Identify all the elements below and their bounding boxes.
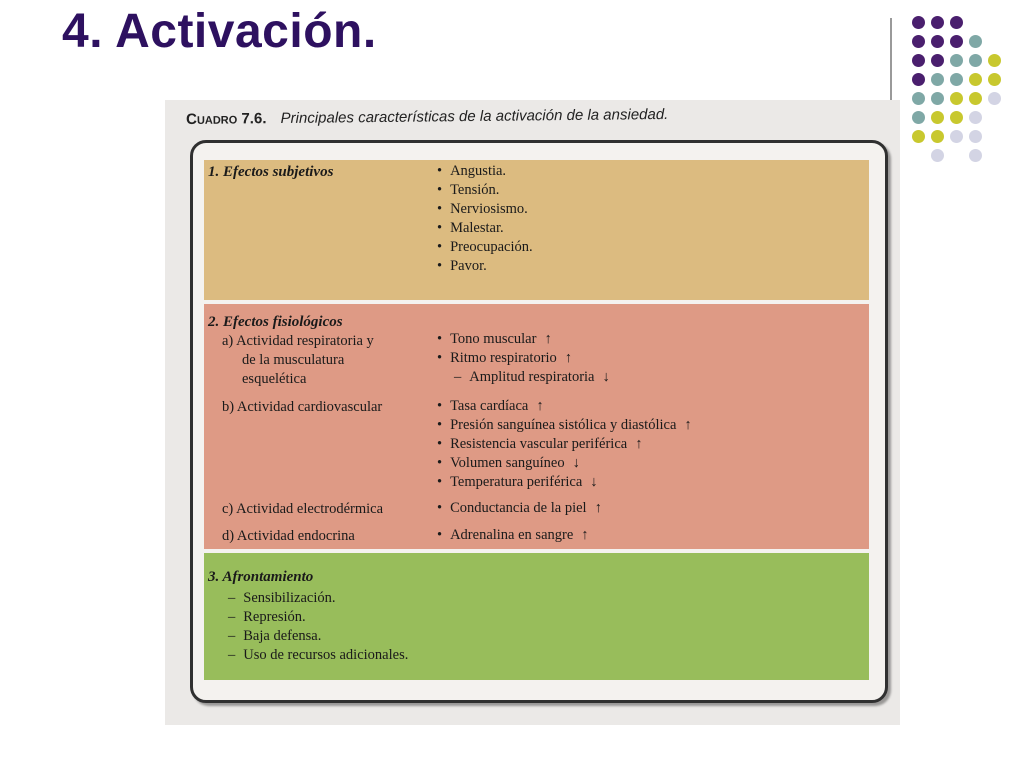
table-caption [186, 106, 668, 128]
item-text: Adrenalina en sangre [450, 527, 574, 543]
list-item [437, 500, 602, 517]
section-title: 3. Afrontamiento [208, 569, 314, 585]
decorative-dot [931, 92, 944, 105]
group-label: de la musculatura [242, 352, 345, 368]
decorative-dot [969, 92, 982, 105]
decorative-dot [931, 111, 944, 124]
group-label: a) Actividad respiratoria y [222, 333, 374, 349]
table-card [190, 140, 888, 703]
list-item [437, 417, 692, 434]
decorative-dot [912, 130, 925, 143]
decorative-dot [912, 16, 925, 29]
list-item: • Pavor. [437, 258, 487, 275]
list-item [454, 369, 610, 386]
section-title: 1. Efectos subjetivos [208, 164, 334, 180]
decorative-dot [950, 16, 963, 29]
arrow-up-icon: ↑ [635, 436, 643, 452]
list-item [437, 436, 642, 453]
arrow-down-icon: ↓ [602, 369, 610, 385]
caption-label: Cuadro 7.6. [186, 110, 267, 128]
decorative-dot [950, 54, 963, 67]
decorative-dot [931, 149, 944, 162]
decorative-divider [890, 18, 892, 100]
item-text: Volumen sanguíneo [450, 455, 565, 471]
decorative-dot [931, 73, 944, 86]
list-item: • Preocupación. [437, 239, 533, 256]
group-label: b) Actividad cardiovascular [222, 399, 383, 415]
caption-text: Principales características de la activación de la ansiedad. [280, 105, 669, 128]
decorative-dot [912, 111, 925, 124]
arrow-up-icon: ↑ [594, 500, 602, 516]
item-text: Ritmo respiratorio [450, 350, 557, 366]
decorative-dot [931, 130, 944, 143]
item-text: Temperatura periférica [450, 474, 583, 490]
decorative-dot [988, 92, 1001, 105]
item-text: Tasa cardíaca [450, 398, 529, 414]
arrow-up-icon: ↑ [581, 527, 589, 543]
decorative-dot [950, 111, 963, 124]
decorative-dot [988, 73, 1001, 86]
slide-title: 4. Activación. [62, 5, 377, 58]
decorative-dot [931, 35, 944, 48]
decorative-dot [912, 73, 925, 86]
decorative-dot [912, 92, 925, 105]
list-item: – Baja defensa. [228, 628, 321, 645]
item-text: Resistencia vascular periférica [450, 436, 628, 452]
decorative-dot [912, 35, 925, 48]
list-item: • Malestar. [437, 220, 504, 237]
decorative-dot [950, 35, 963, 48]
decorative-dot [950, 130, 963, 143]
list-item: • Angustia. [437, 163, 506, 180]
arrow-up-icon: ↑ [684, 417, 692, 433]
decorative-dot [931, 54, 944, 67]
arrow-down-icon: ↓ [572, 455, 580, 471]
arrow-down-icon: ↓ [590, 474, 598, 490]
decorative-dot [969, 73, 982, 86]
group-label: esquelética [242, 371, 307, 387]
group-label: c) Actividad electrodérmica [222, 501, 384, 517]
section-subjective-effects [204, 160, 869, 300]
arrow-up-icon: ↑ [564, 350, 573, 366]
section-title: 2. Efectos fisiológicos [208, 314, 343, 330]
decorative-dot [969, 35, 982, 48]
section-coping [204, 553, 869, 680]
decorative-dot [969, 130, 982, 143]
list-item: • Tensión. [437, 182, 499, 199]
item-text: Presión sanguínea sistólica y diastólica [450, 417, 677, 433]
arrow-up-icon: ↑ [536, 398, 544, 414]
decorative-dot [988, 54, 1001, 67]
arrow-up-icon: ↑ [544, 331, 552, 347]
list-item [437, 350, 572, 367]
list-item [437, 331, 552, 348]
item-text: Tono muscular [450, 331, 537, 347]
list-item: – Sensibilización. [228, 590, 335, 607]
group-label: d) Actividad endocrina [222, 528, 355, 544]
decorative-dot [969, 111, 982, 124]
decorative-dot [931, 16, 944, 29]
decorative-dot [912, 54, 925, 67]
list-item [437, 398, 544, 415]
list-item [437, 527, 589, 544]
item-text: Conductancia de la piel [450, 500, 587, 516]
section-physiological-effects [204, 304, 869, 549]
decorative-dot [969, 54, 982, 67]
list-item [437, 455, 580, 472]
list-item: • Nerviosismo. [437, 201, 528, 218]
list-item: – Uso de recursos adicionales. [228, 647, 408, 664]
list-item: – Represión. [228, 609, 306, 626]
item-text: Amplitud respiratoria [469, 369, 595, 385]
decorative-dot [950, 92, 963, 105]
decorative-dot [969, 149, 982, 162]
list-item [437, 474, 598, 491]
decorative-dot [950, 73, 963, 86]
scanned-table-image [165, 100, 900, 725]
